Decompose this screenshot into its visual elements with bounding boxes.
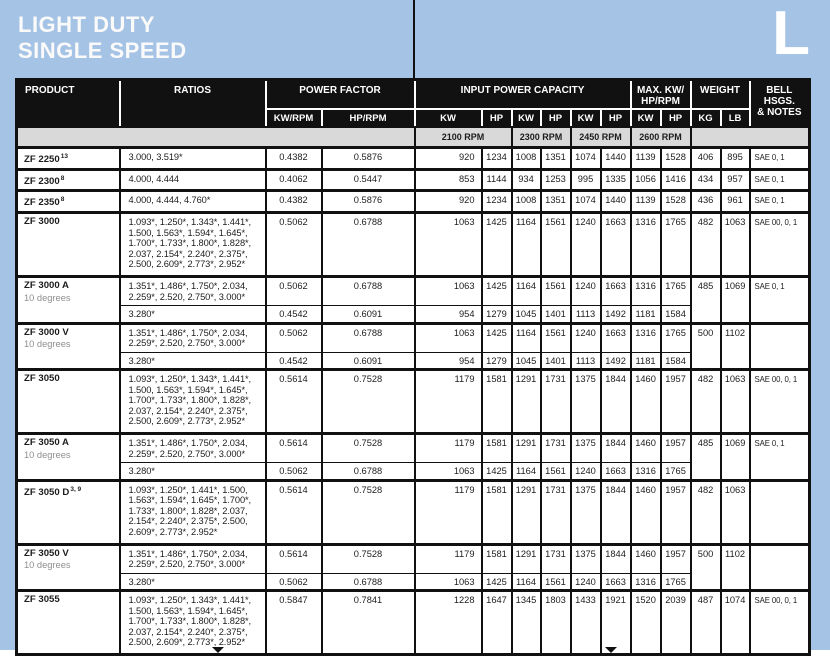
capacity-value-cell: 1351 [541,191,571,213]
power-factor-kw-rpm-cell: 0.5614 [266,544,322,573]
capacity-value-cell: 1316 [631,277,661,306]
subheader-hp: HP [541,109,571,127]
power-factor-kw-rpm-cell: 0.4382 [266,191,322,213]
capacity-value-cell: 1375 [571,370,601,434]
capacity-value-cell: 1581 [482,434,512,463]
capacity-value-cell: 1765 [661,573,691,591]
col-header-product: PRODUCT [17,80,120,128]
subheader-hp: HP [601,109,631,127]
page-title-line1: LIGHT DUTY [18,12,155,37]
col-header-ratios: RATIOS [120,80,266,128]
subheader-lb: LB [721,109,750,127]
capacity-value-cell: 1179 [415,434,482,463]
capacity-value-cell: 1316 [631,573,661,591]
capacity-value-cell: 1425 [482,573,512,591]
product-name: ZF 3000 V [24,326,69,338]
product-cell [17,591,120,655]
product-name: ZF 3055 [24,594,60,606]
capacity-value-cell: 1520 [631,591,661,655]
ratios-cell: 1.093*, 1.250*, 1.343*, 1.441*, 1.500, 1.563*, 1.594*, 1.645*, 1.700*, 1.733*, 1.800*, 1.828*, 2.037, 2.154*, 2.240*, 2.375*, 2.500, 2.609*, 2.773*, 2.952* [120,370,266,434]
capacity-value-cell: 1844 [601,480,631,544]
page-title [18,12,187,64]
capacity-value-cell: 954 [415,352,482,370]
power-factor-hp-rpm-cell: 0.6788 [322,323,415,352]
page-title-line2: SINGLE SPEED [18,38,187,63]
subheader-kw: KW [571,109,601,127]
weight-kg-cell: 482 [691,213,721,277]
power-factor-hp-rpm-cell: 0.6091 [322,306,415,324]
capacity-value-cell: 1844 [601,370,631,434]
weight-kg-cell: 436 [691,191,721,213]
capacity-value-cell: 1425 [482,277,512,306]
product-cell [17,434,120,481]
weight-lb-cell: 1063 [721,480,750,544]
power-factor-kw-rpm-cell: 0.5062 [266,277,322,306]
capacity-value-cell: 1584 [661,352,691,370]
table-row [17,323,810,352]
capacity-value-cell: 1144 [482,169,512,191]
weight-lb-cell: 895 [721,148,750,170]
weight-kg-cell: 500 [691,323,721,370]
capacity-value-cell: 1460 [631,480,661,544]
weight-kg-cell: 500 [691,544,721,591]
power-factor-hp-rpm-cell: 0.5876 [322,148,415,170]
subheader-kw: KW [415,109,482,127]
capacity-value-cell: 1179 [415,544,482,573]
capacity-value-cell: 1844 [601,544,631,573]
product-footnote: 13 [60,153,68,160]
capacity-value-cell: 1561 [541,323,571,352]
capacity-value-cell: 1181 [631,306,661,324]
capacity-value-cell: 1663 [601,463,631,481]
bell-notes-cell: SAE 0, 1 [750,191,810,213]
header-row-main [17,80,810,110]
rpm-label-2100: 2100 RPM [415,127,512,148]
weight-lb-cell: 1069 [721,277,750,324]
weight-kg-cell: 482 [691,370,721,434]
ratios-cell: 1.351*, 1.486*, 1.750*, 2.034, 2.259*, 2.520, 2.750*, 3.000* [120,277,266,306]
bell-notes-cell: SAE 00, 0, 1 [750,213,810,277]
capacity-value-cell: 1316 [631,463,661,481]
capacity-value-cell: 1731 [541,434,571,463]
ratios-cell: 1.351*, 1.486*, 1.750*, 2.034, 2.259*, 2.520, 2.750*, 3.000* [120,323,266,352]
top-divider-line [413,0,415,78]
subheader-kw: KW [631,109,661,127]
weight-kg-cell: 487 [691,591,721,655]
subheader-kw-rpm: KW/RPM [266,109,322,127]
table-row [17,191,810,213]
bell-notes-cell: SAE 0, 1 [750,277,810,324]
max-header-line2: HP/RPM [641,96,680,107]
ratios-cell: 1.093*, 1.250*, 1.343*, 1.441*, 1.500, 1.563*, 1.594*, 1.645*, 1.700*, 1.733*, 1.800*, 1.828*, 2.037, 2.154*, 2.240*, 2.375*, 2.500, 2.609*, 2.773*, 2.952* [120,591,266,655]
capacity-value-cell: 1291 [512,370,541,434]
rpm-band-row [17,127,810,148]
capacity-value-cell: 1957 [661,544,691,573]
capacity-value-cell: 1440 [601,148,631,170]
weight-lb-cell: 1102 [721,544,750,591]
product-name: ZF 3000 [24,216,60,228]
capacity-value-cell: 1584 [661,306,691,324]
rpm-label-2300: 2300 RPM [512,127,571,148]
capacity-value-cell: 1528 [661,191,691,213]
capacity-value-cell: 1240 [571,277,601,306]
ratios-cell: 3.000, 3.519* [120,148,266,170]
continuation-arrow-icon [212,647,224,653]
capacity-value-cell: 1401 [541,306,571,324]
capacity-value-cell: 934 [512,169,541,191]
capacity-value-cell: 1957 [661,434,691,463]
ratios-cell: 3.280* [120,352,266,370]
capacity-value-cell: 853 [415,169,482,191]
product-name: ZF 3000 A [24,280,69,292]
power-factor-kw-rpm-cell: 0.4382 [266,148,322,170]
rpm-label-2450: 2450 RPM [571,127,631,148]
table-row [17,148,810,170]
rpm-label-2600: 2600 RPM [631,127,691,148]
weight-lb-cell: 961 [721,191,750,213]
capacity-value-cell: 1401 [541,352,571,370]
ratios-cell: 3.280* [120,306,266,324]
product-name: ZF 3050 D [24,486,70,498]
table-row [17,213,810,277]
capacity-value-cell: 1425 [482,463,512,481]
capacity-value-cell: 1291 [512,434,541,463]
capacity-value-cell: 1335 [601,169,631,191]
capacity-value-cell: 1460 [631,370,661,434]
weight-kg-cell: 434 [691,169,721,191]
capacity-value-cell: 1765 [661,277,691,306]
col-header-weight: WEIGHT [691,80,750,110]
capacity-value-cell: 1663 [601,573,631,591]
subheader-kw: KW [512,109,541,127]
subheader-kg: KG [691,109,721,127]
power-factor-hp-rpm-cell: 0.7528 [322,480,415,544]
product-cell [17,544,120,591]
capacity-value-cell: 1181 [631,352,661,370]
col-header-bell-hsgs-notes [750,80,810,128]
product-subtitle: 10 degrees [24,560,71,571]
section-letter: L [772,0,810,68]
power-factor-hp-rpm-cell: 0.6788 [322,463,415,481]
product-subtitle: 10 degrees [24,449,71,460]
capacity-value-cell: 1528 [661,148,691,170]
capacity-value-cell: 1045 [512,352,541,370]
product-subtitle: 10 degrees [24,339,71,350]
product-name: ZF 3050 A [24,437,69,449]
ratios-cell: 3.280* [120,463,266,481]
col-header-input-power-capacity: INPUT POWER CAPACITY [415,80,631,110]
product-footnote: 8 [60,174,65,182]
product-cell [17,370,120,434]
capacity-value-cell: 1440 [601,191,631,213]
capacity-value-cell: 1731 [541,480,571,544]
ratios-cell: 4.000, 4.444 [120,169,266,191]
product-name: ZF 2250 [24,154,60,166]
weight-lb-cell: 1063 [721,213,750,277]
ratios-cell: 1.093*, 1.250*, 1.441*, 1.500, 1.563*, 1.594*, 1.645*, 1.700*, 1.733*, 1.800*, 1.828*, 2.037, 2.154*, 2.240*, 2.375*, 2.500, 2.609*, 2.773*, 2.952* [120,480,266,544]
capacity-value-cell: 1164 [512,213,541,277]
col-header-max-kw-hp-rpm [631,80,691,110]
capacity-value-cell: 1008 [512,148,541,170]
power-factor-kw-rpm-cell: 0.5614 [266,434,322,463]
capacity-value-cell: 1561 [541,573,571,591]
capacity-value-cell: 1179 [415,370,482,434]
power-factor-hp-rpm-cell: 0.6788 [322,573,415,591]
table-row [17,434,810,463]
capacity-value-cell: 1460 [631,544,661,573]
capacity-value-cell: 1561 [541,463,571,481]
product-cell [17,169,120,191]
product-subtitle: 10 degrees [24,292,71,303]
capacity-value-cell: 1345 [512,591,541,655]
product-name: ZF 3050 [24,373,60,385]
product-footnote: 8 [60,196,65,204]
power-factor-hp-rpm-cell: 0.5447 [322,169,415,191]
capacity-value-cell: 1663 [601,323,631,352]
capacity-value-cell: 1291 [512,544,541,573]
power-factor-hp-rpm-cell: 0.6788 [322,213,415,277]
capacity-value-cell: 1492 [601,306,631,324]
capacity-value-cell: 954 [415,306,482,324]
capacity-value-cell: 1074 [571,191,601,213]
table-row [17,591,810,655]
power-factor-kw-rpm-cell: 0.5614 [266,370,322,434]
ratios-cell: 1.093*, 1.250*, 1.343*, 1.441*, 1.500, 1.563*, 1.594*, 1.645*, 1.700*, 1.733*, 1.800*, 1.828*, 2.037, 2.154*, 2.240*, 2.375*, 2.500, 2.609*, 2.773*, 2.952* [120,213,266,277]
bell-notes-cell [750,323,810,370]
weight-kg-cell: 482 [691,480,721,544]
capacity-value-cell: 1234 [482,148,512,170]
capacity-value-cell: 1164 [512,277,541,306]
product-name: ZF 2350 [24,197,60,209]
power-factor-kw-rpm-cell: 0.5062 [266,213,322,277]
bell-notes-cell: SAE 00, 0, 1 [750,370,810,434]
capacity-value-cell: 1647 [482,591,512,655]
capacity-value-cell: 1844 [601,434,631,463]
product-cell [17,323,120,370]
capacity-value-cell: 1581 [482,544,512,573]
capacity-value-cell: 1416 [661,169,691,191]
capacity-value-cell: 1279 [482,352,512,370]
power-factor-hp-rpm-cell: 0.6091 [322,352,415,370]
product-footnote: 3, 9 [70,485,82,493]
capacity-value-cell: 1581 [482,370,512,434]
capacity-value-cell: 1228 [415,591,482,655]
capacity-value-cell: 1056 [631,169,661,191]
power-factor-kw-rpm-cell: 0.5062 [266,323,322,352]
capacity-value-cell: 1074 [571,148,601,170]
power-factor-kw-rpm-cell: 0.5614 [266,480,322,544]
capacity-value-cell: 1164 [512,573,541,591]
power-factor-hp-rpm-cell: 0.7528 [322,434,415,463]
weight-lb-cell: 1074 [721,591,750,655]
capacity-value-cell: 1139 [631,191,661,213]
power-factor-hp-rpm-cell: 0.6788 [322,277,415,306]
weight-kg-cell: 485 [691,434,721,481]
capacity-value-cell: 1375 [571,434,601,463]
capacity-value-cell: 1433 [571,591,601,655]
capacity-value-cell: 1240 [571,463,601,481]
capacity-value-cell: 1957 [661,480,691,544]
capacity-value-cell: 1063 [415,323,482,352]
capacity-value-cell: 1663 [601,213,631,277]
bell-notes-cell: SAE 0, 1 [750,169,810,191]
power-factor-hp-rpm-cell: 0.7528 [322,544,415,573]
subheader-hp-rpm: HP/RPM [322,109,415,127]
bell-notes-cell [750,480,810,544]
rpm-band-spacer-right [691,127,810,148]
capacity-value-cell: 1291 [512,480,541,544]
power-factor-kw-rpm-cell: 0.4542 [266,352,322,370]
weight-kg-cell: 485 [691,277,721,324]
spec-table [15,78,811,656]
continuation-arrow-icon [605,647,617,653]
bell-header-line2: & NOTES [757,107,802,118]
capacity-value-cell: 1253 [541,169,571,191]
capacity-value-cell: 1063 [415,277,482,306]
product-cell [17,213,120,277]
power-factor-kw-rpm-cell: 0.5062 [266,573,322,591]
product-cell [17,480,120,544]
table-row [17,544,810,573]
capacity-value-cell: 1765 [661,323,691,352]
ratios-cell: 1.351*, 1.486*, 1.750*, 2.034, 2.259*, 2.520, 2.750*, 3.000* [120,434,266,463]
max-header-line1: MAX. KW/ [636,85,685,96]
capacity-value-cell: 1663 [601,277,631,306]
ratios-cell: 1.351*, 1.486*, 1.750*, 2.034, 2.259*, 2.520, 2.750*, 3.000* [120,544,266,573]
capacity-value-cell: 1063 [415,463,482,481]
capacity-value-cell: 1113 [571,306,601,324]
weight-lb-cell: 1069 [721,434,750,481]
capacity-value-cell: 1957 [661,370,691,434]
capacity-value-cell: 920 [415,191,482,213]
capacity-value-cell: 995 [571,169,601,191]
rpm-band-spacer-left [17,127,415,148]
product-cell [17,277,120,324]
power-factor-kw-rpm-cell: 0.4542 [266,306,322,324]
capacity-value-cell: 1279 [482,306,512,324]
capacity-value-cell: 1045 [512,306,541,324]
capacity-value-cell: 1460 [631,434,661,463]
capacity-value-cell: 1375 [571,544,601,573]
product-name: ZF 3050 V [24,547,69,559]
capacity-value-cell: 1561 [541,277,571,306]
power-factor-hp-rpm-cell: 0.7841 [322,591,415,655]
capacity-value-cell: 1425 [482,323,512,352]
ratios-cell: 3.280* [120,573,266,591]
product-cell [17,191,120,213]
capacity-value-cell: 1008 [512,191,541,213]
weight-lb-cell: 957 [721,169,750,191]
ratios-cell: 4.000, 4.444, 4.760* [120,191,266,213]
capacity-value-cell: 1425 [482,213,512,277]
capacity-value-cell: 1240 [571,323,601,352]
table-row [17,277,810,306]
capacity-value-cell: 1316 [631,323,661,352]
capacity-value-cell: 1375 [571,480,601,544]
power-factor-kw-rpm-cell: 0.5847 [266,591,322,655]
power-factor-hp-rpm-cell: 0.5876 [322,191,415,213]
subheader-hp: HP [482,109,512,127]
capacity-value-cell: 1731 [541,370,571,434]
capacity-value-cell: 1113 [571,352,601,370]
weight-lb-cell: 1063 [721,370,750,434]
power-factor-hp-rpm-cell: 0.7528 [322,370,415,434]
capacity-value-cell: 2039 [661,591,691,655]
capacity-value-cell: 1164 [512,323,541,352]
capacity-value-cell: 1351 [541,148,571,170]
capacity-value-cell: 1731 [541,544,571,573]
weight-kg-cell: 406 [691,148,721,170]
capacity-value-cell: 1581 [482,480,512,544]
capacity-value-cell: 1765 [661,463,691,481]
bell-notes-cell: SAE 00, 0, 1 [750,591,810,655]
bell-notes-cell: SAE 0, 1 [750,434,810,481]
power-factor-kw-rpm-cell: 0.5062 [266,463,322,481]
col-header-power-factor: POWER FACTOR [266,80,415,110]
capacity-value-cell: 1765 [661,213,691,277]
weight-lb-cell: 1102 [721,323,750,370]
table-row [17,169,810,191]
capacity-value-cell: 1240 [571,213,601,277]
capacity-value-cell: 1240 [571,573,601,591]
capacity-value-cell: 1179 [415,480,482,544]
capacity-value-cell: 1234 [482,191,512,213]
capacity-value-cell: 920 [415,148,482,170]
capacity-value-cell: 1803 [541,591,571,655]
table-body [17,148,810,655]
bell-notes-cell [750,544,810,591]
power-factor-kw-rpm-cell: 0.4062 [266,169,322,191]
subheader-hp: HP [661,109,691,127]
product-name: ZF 2300 [24,175,60,187]
capacity-value-cell: 1164 [512,463,541,481]
product-cell [17,148,120,170]
capacity-value-cell: 1063 [415,573,482,591]
bell-header-line1: BELL HSGS. [763,85,795,107]
capacity-value-cell: 1063 [415,213,482,277]
capacity-value-cell: 1921 [601,591,631,655]
capacity-value-cell: 1139 [631,148,661,170]
capacity-value-cell: 1316 [631,213,661,277]
table-row [17,480,810,544]
table-row [17,370,810,434]
bell-notes-cell: SAE 0, 1 [750,148,810,170]
capacity-value-cell: 1492 [601,352,631,370]
capacity-value-cell: 1561 [541,213,571,277]
